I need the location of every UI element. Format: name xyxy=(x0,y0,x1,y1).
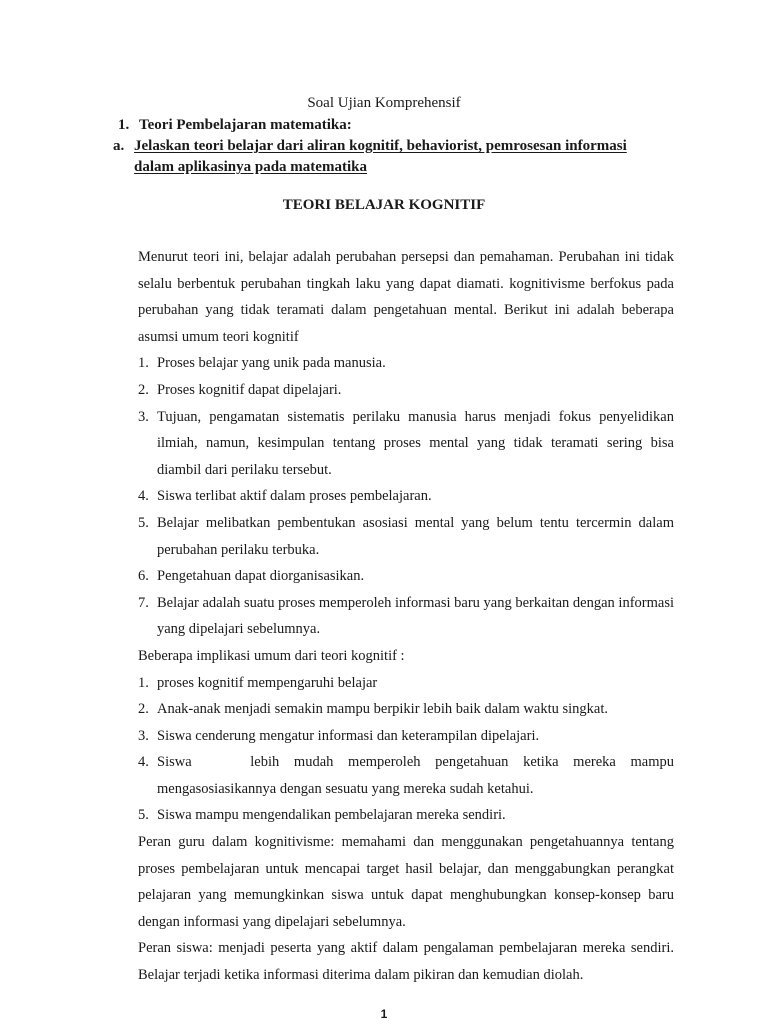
list-item-number: 4. xyxy=(138,488,149,505)
student-role-paragraph: Peran siswa: menjadi peserta yang aktif dalam pengalaman pembelajaran mereka sendiri. Belajar terjadi ketika informasi diterima dalam pikiran dan kemudian diolah. xyxy=(138,940,674,984)
list-item-number: 4. xyxy=(138,754,149,771)
list-item xyxy=(138,696,674,723)
implications-intro: Beberapa implikasi umum dari teori kognitif : xyxy=(138,647,405,664)
list-item xyxy=(138,802,674,829)
list-item xyxy=(138,590,674,643)
list-item-number: 1. xyxy=(138,355,149,372)
list-item xyxy=(138,749,678,802)
list-item xyxy=(138,350,674,377)
list-item xyxy=(138,723,674,750)
sub-question-text: Jelaskan teori belajar dari aliran kognitif, behaviorist, pemrosesan informasi dalam aplikasinya pada matematika xyxy=(134,138,627,175)
list-item xyxy=(138,377,674,404)
list-item-number: 3. xyxy=(138,727,149,744)
list-item-text: Anak-anak menjadi semakin mampu berpikir lebih baik dalam waktu singkat. xyxy=(157,701,608,718)
list-item-number: 7. xyxy=(138,594,149,611)
teacher-role-paragraph: Peran guru dalam kognitivisme: memahami dan menggunakan pengetahuannya tentang proses pembelajaran untuk mencapai target hasil belajar, dan menggabungkan perangkat pelajaran yang memungkinkan siswa untuk dapat menghubungkan konsep-konsep baru dengan informasi yang dipelajari sebelumnya. xyxy=(138,834,674,930)
list-item-number: 1. xyxy=(138,674,149,691)
assumptions-list xyxy=(138,350,674,643)
question-label: Teori Pembelajaran matematika: xyxy=(139,117,352,133)
list-item-number: 3. xyxy=(138,408,149,425)
list-item-text: Siswa mampu mengendalikan pembelajaran mereka sendiri. xyxy=(157,807,506,824)
list-item xyxy=(138,510,674,563)
list-item xyxy=(138,483,674,510)
list-item-text: Belajar adalah suatu proses memperoleh informasi baru yang berkaitan dengan informasi yang dipelajari sebelumnya. xyxy=(157,594,674,638)
section-heading: TEORI BELAJAR KOGNITIF xyxy=(282,197,486,213)
list-item-text: Pengetahuan dapat diorganisasikan. xyxy=(157,568,365,585)
list-item-text: Belajar melibatkan pembentukan asosiasi mental yang belum tentu tercermin dalam perubahan perilaku terbuka. xyxy=(157,514,674,558)
list-item-text: Proses belajar yang unik pada manusia. xyxy=(157,355,386,372)
sub-question-letter: a. xyxy=(113,138,125,154)
list-item-text: Siswa terlibat aktif dalam proses pembelajaran. xyxy=(157,488,432,505)
list-item-number: 5. xyxy=(138,807,149,824)
body-text xyxy=(138,244,678,989)
list-item-text: Siswa lebih mudah memperoleh pengetahuan ketika mereka mampu mengasosiasikannya dengan sesuatu yang mereka sudah ketahui. xyxy=(157,754,678,797)
list-item-text: Tujuan, pengamatan sistematis perilaku manusia harus menjadi fokus penyelidikan ilmiah, namun, kesimpulan tentang proses mental yang tidak teramati sering bisa diambil dari perilaku tersebut. xyxy=(157,408,674,478)
list-item-number: 5. xyxy=(138,514,149,531)
list-item-text: proses kognitif mempengaruhi belajar xyxy=(157,674,378,691)
document-title: Soal Ujian Komprehensif xyxy=(307,95,461,111)
implications-list xyxy=(138,670,678,830)
list-item-number: 2. xyxy=(138,701,149,718)
intro-paragraph: Menurut teori ini, belajar adalah perubahan persepsi dan pemahaman. Perubahan ini tidak selalu berbentuk perubahan tingkah laku yang dapat diamati. kognitivisme berfokus pada perubahan yang tidak teramati dalam pengetahuan mental. Berikut ini adalah beberapa asumsi umum teori kognitif xyxy=(138,249,674,345)
list-item-number: 2. xyxy=(138,381,149,398)
page-number: 1 xyxy=(380,1007,388,1021)
list-item xyxy=(138,563,674,590)
list-item xyxy=(138,670,674,697)
list-item-number: 6. xyxy=(138,568,149,585)
list-item-text: Proses kognitif dapat dipelajari. xyxy=(157,381,342,398)
list-item-text: Siswa cenderung mengatur informasi dan keterampilan dipelajari. xyxy=(157,727,540,744)
list-item xyxy=(138,404,674,484)
question-number: 1. xyxy=(118,117,130,133)
